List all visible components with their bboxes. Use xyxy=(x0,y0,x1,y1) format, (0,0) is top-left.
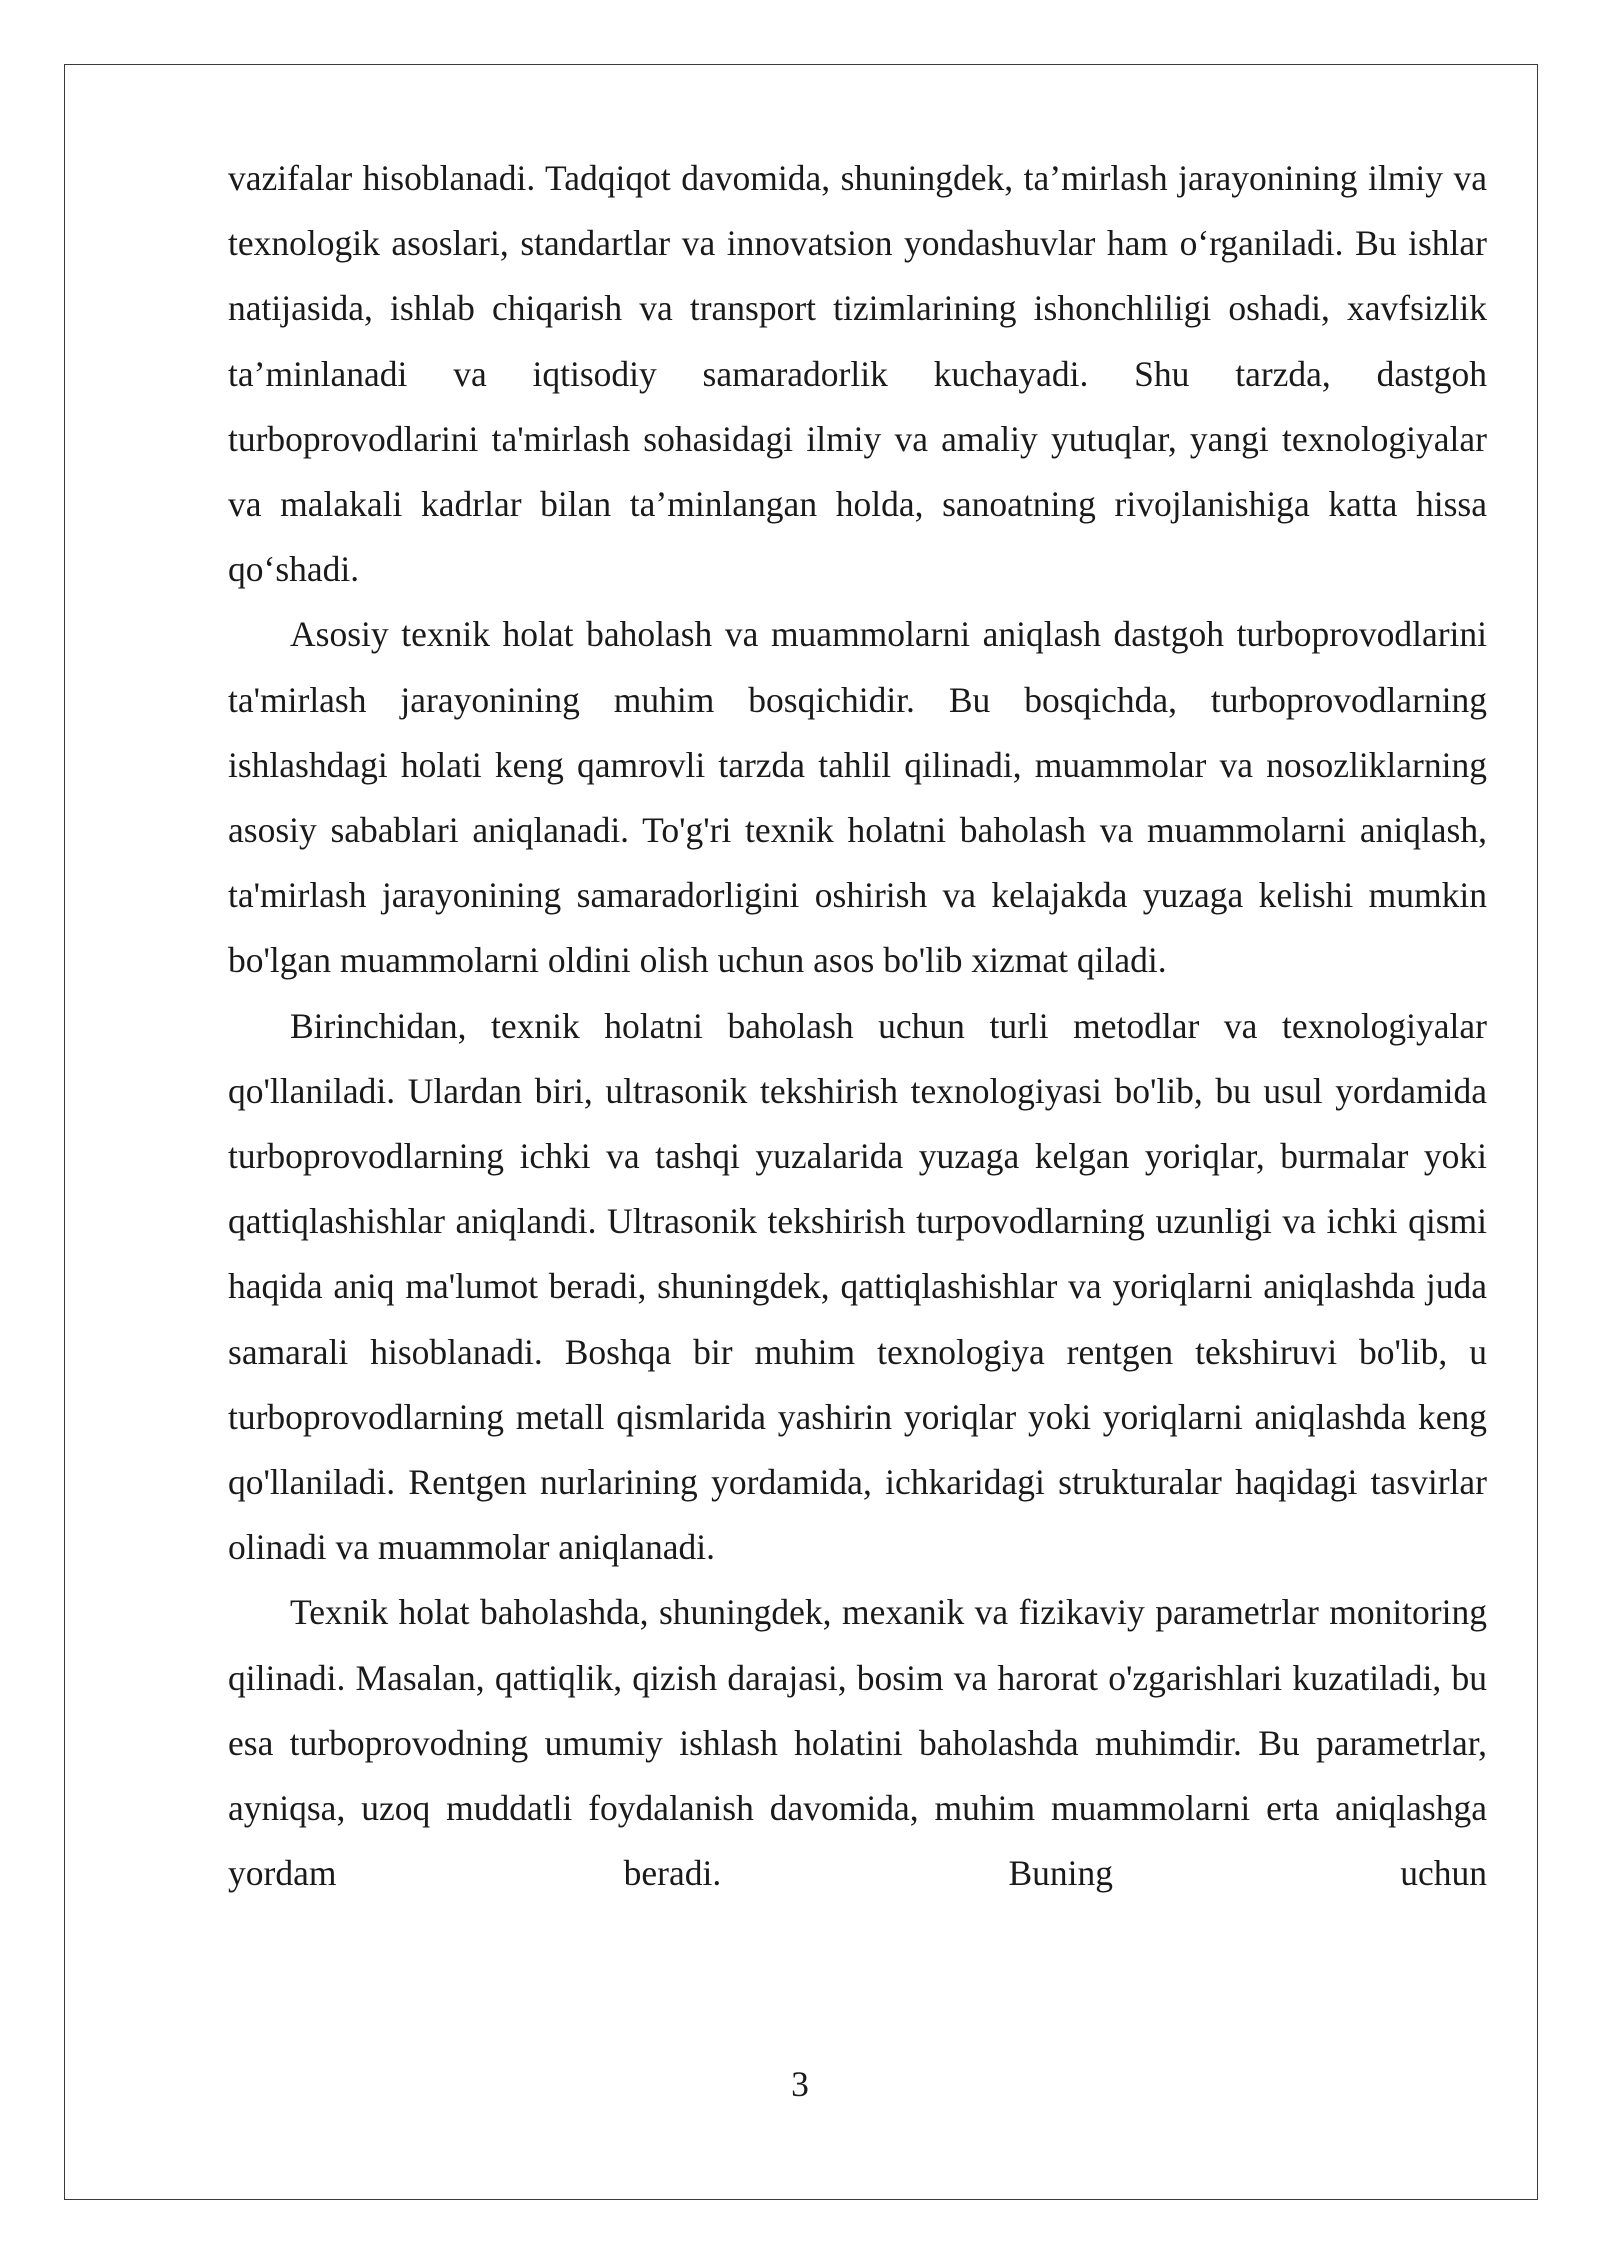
page-number: 3 xyxy=(791,2064,809,2104)
paragraph-parameter-monitoring: Texnik holat baholashda, shuningdek, mexanik va fizikaviy parametrlar monitoring qilinadi. Masalan, qattiqlik, qizish darajasi, bosim va harorat o'zgarishlari kuzatiladi, bu esa turboprovodning umumiy ishlash holatini baholashda muhimdir. Bu parametrlar, ayniqsa, uzoq muddatli foydalanish davomida, muhim muammolarni erta aniqlashga yordam beradi. Buning uchun xyxy=(228,1592,1487,1894)
paragraph-technical-assessment: Asosiy texnik holat baholash va muammolarni aniqlash dastgoh turboprovodlarini ta'mirlash jarayonining muhim bosqichidir. Bu bosqichda, turboprovodlarning ishlashdagi holati keng qamrovli tarzda tahlil qilinadi, muammolar va nosozliklarning asosiy sabablari aniqlanadi. To'g'ri texnik holatni baholash va muammolarni aniqlash, ta'mirlash jarayonining samaradorligini oshirish va kelajakda yuzaga kelishi mumkin bo'lgan muammolarni oldini olish uchun asos bo'lib xizmat qiladi. xyxy=(228,614,1487,981)
document-body xyxy=(228,146,1487,1906)
paragraph-continuation: vazifalar hisoblanadi. Tadqiqot davomida, shuningdek, ta’mirlash jarayonining ilmiy va texnologik asoslari, standartlar va innovatsion yondashuvlar ham o‘rganiladi. Bu ishlar natijasida, ishlab chiqarish va transport tizimlarining ishonchliligi oshadi, xavfsizlik ta’minlanadi va iqtisodiy samaradorlik kuchayadi. Shu tarzda, dastgoh turboprovodlarini ta'mirlash sohasidagi ilmiy va amaliy yutuqlar, yangi texnologiyalar va malakali kadrlar bilan ta’minlangan holda, sanoatning rivojlanishiga katta hissa qo‘shadi. xyxy=(228,158,1487,590)
paragraph-inspection-methods: Birinchidan, texnik holatni baholash uchun turli metodlar va texnologiyalar qo'llaniladi. Ulardan biri, ultrasonik tekshirish texnologiyasi bo'lib, bu usul yordamida turboprovodlarning ichki va tashqi yuzalarida yuzaga kelgan yoriqlar, burmalar yoki qattiqlashishlar aniqlandi. Ultrasonik tekshirish turpovodlarning uzunligi va ichki qismi haqida aniq ma'lumot beradi, shuningdek, qattiqlashishlar va yoriqlarni aniqlashda juda samarali hisoblanadi. Boshqa bir muhim texnologiya rentgen tekshiruvi bo'lib, u turboprovodlarning metall qismlarida yashirin yoriqlar yoki yoriqlarni aniqlashda keng qo'llaniladi. Rentgen nurlarining yordamida, ichkaridagi strukturalar haqidagi tasvirlar olinadi va muammolar aniqlanadi. xyxy=(228,1005,1487,1568)
